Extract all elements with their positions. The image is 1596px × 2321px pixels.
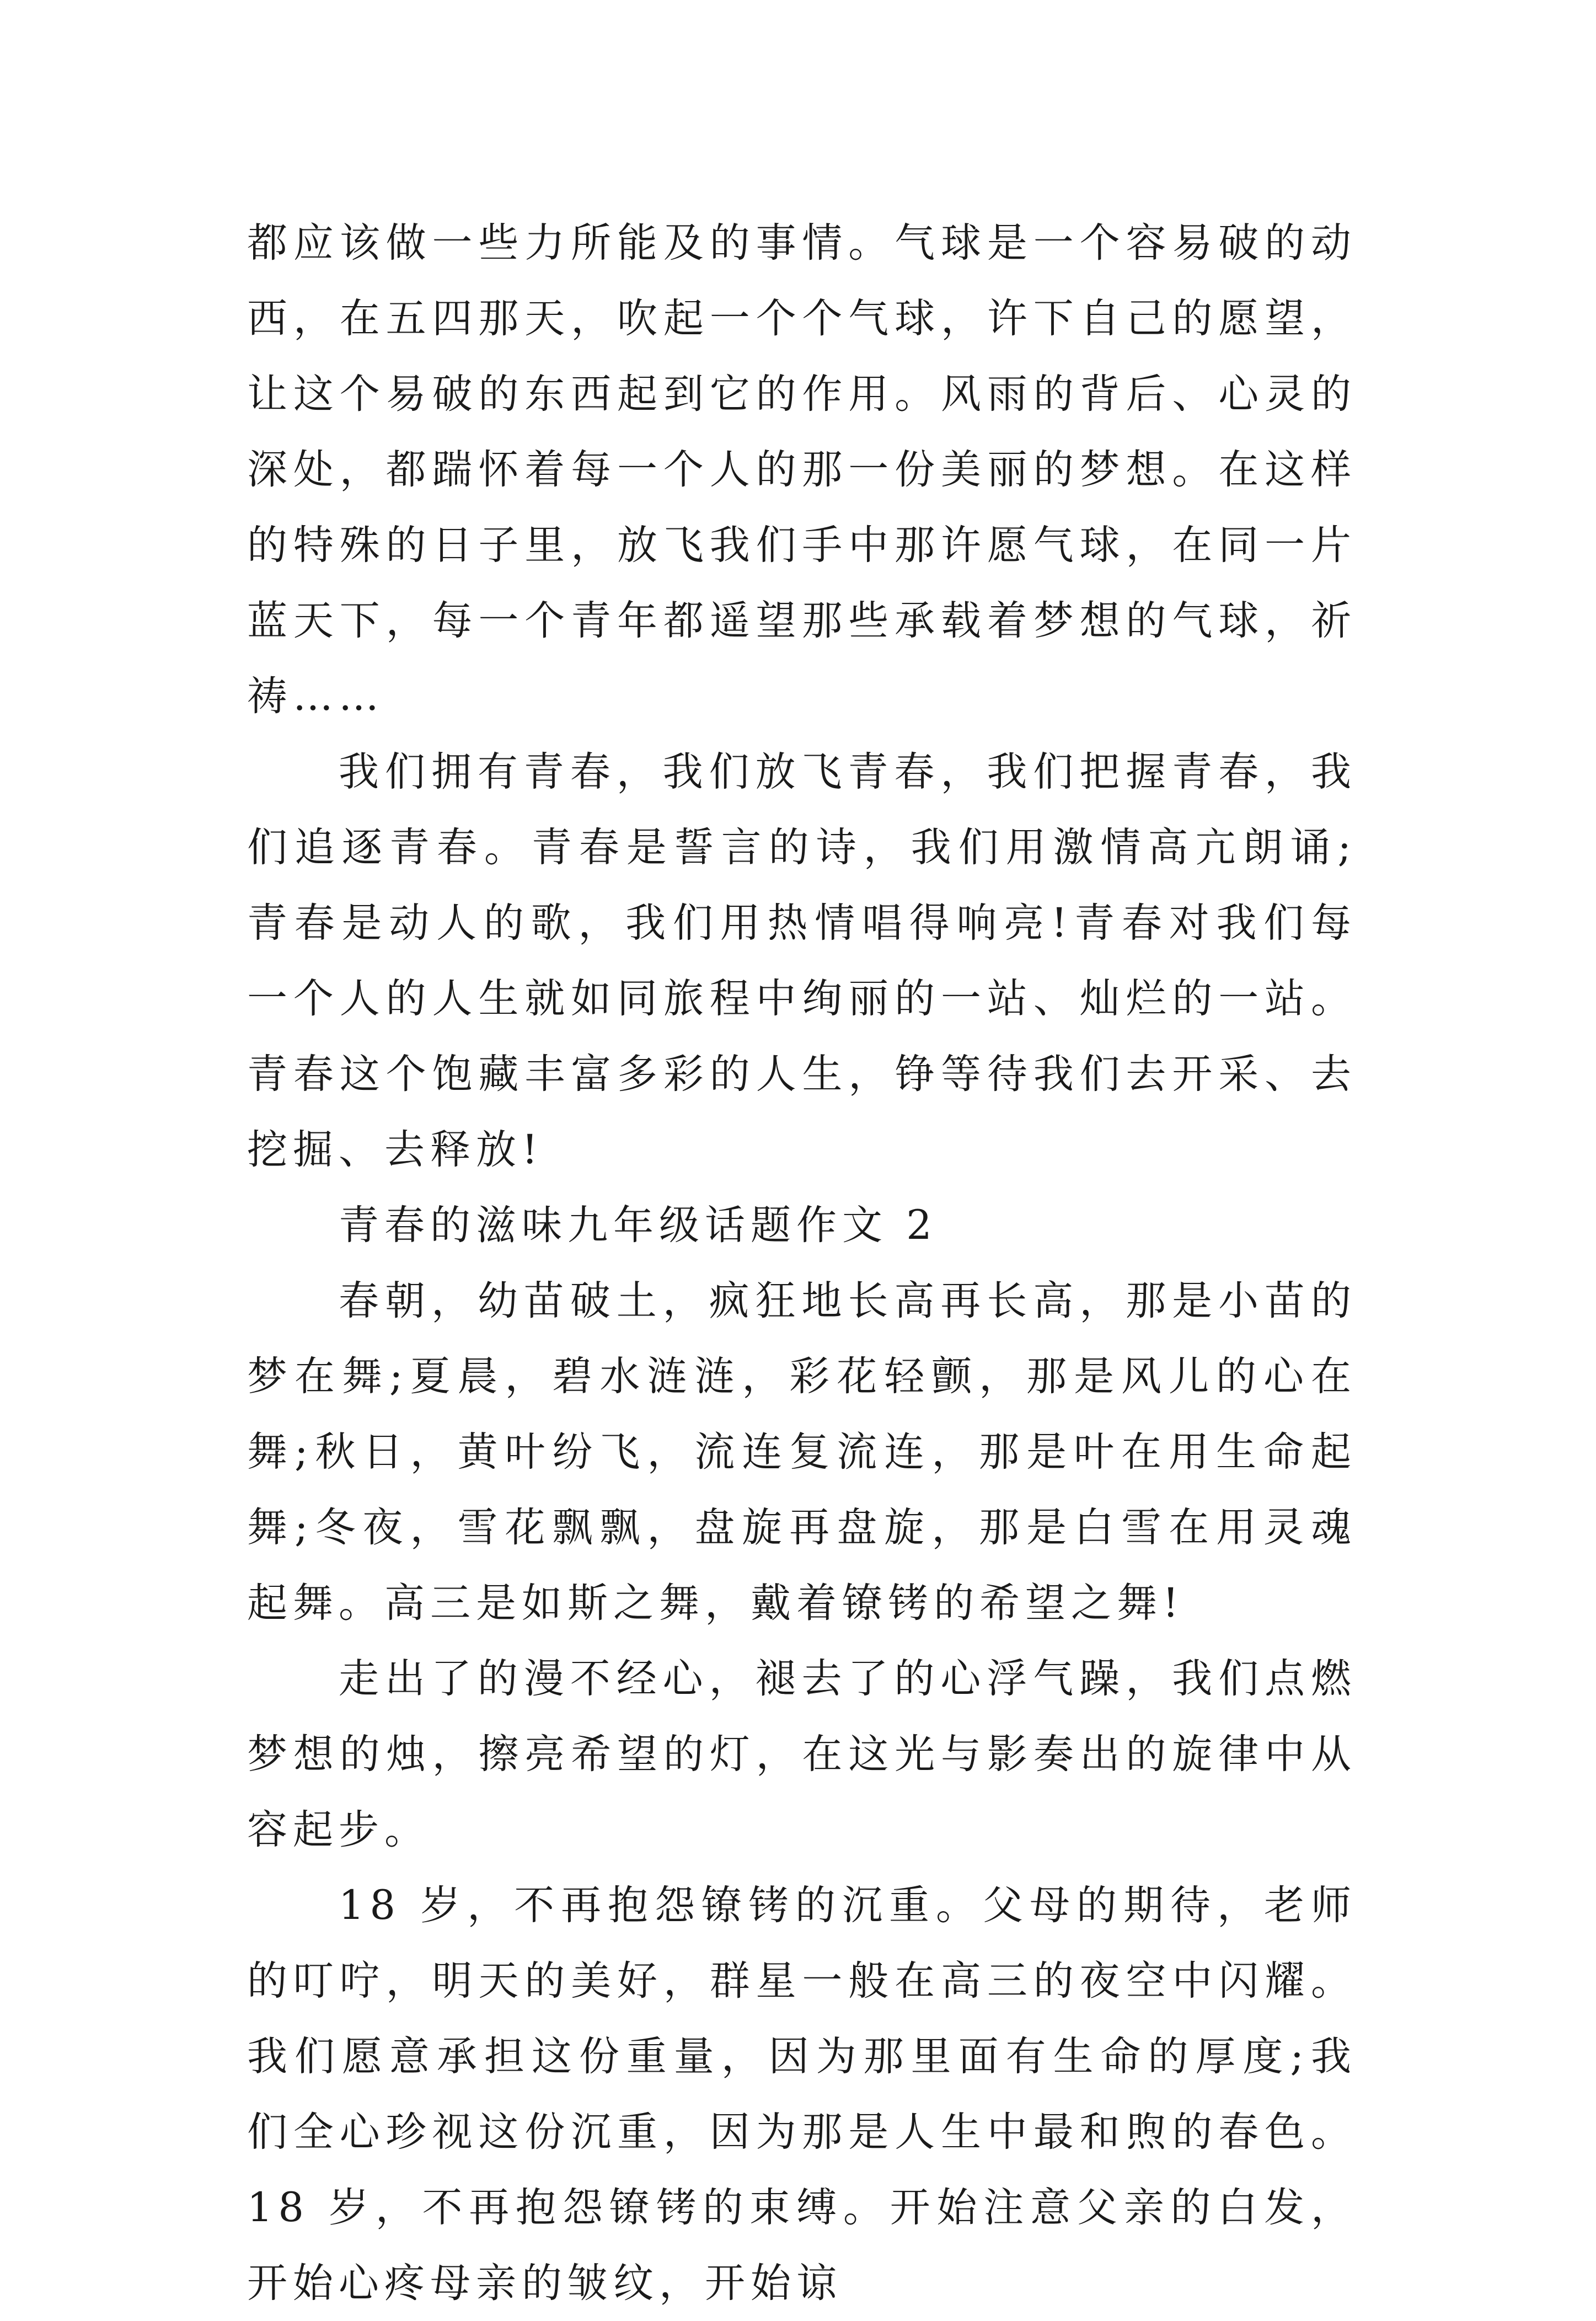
paragraph-3: 春朝，幼苗破土，疯狂地长高再长高，那是小苗的梦在舞;夏晨，碧水涟涟，彩花轻颤，那是风儿的心在舞;秋日，黄叶纷飞，流连复流连，那是叶在用生命起舞;冬夜，雪花飘飘，盘旋再盘旋，那是白雪在用灵魂起舞。高三是如斯之舞，戴着镣铐的希望之舞! xyxy=(247,1277,1357,1627)
paragraph-2: 我们拥有青春，我们放飞青春，我们把握青春，我们追逐青春。青春是誓言的诗，我们用激情高亢朗诵;青春是动人的歌，我们用热情唱得响亮!青春对我们每一个人的人生就如同旅程中绚丽的一站、灿烂的一站。青春这个饱藏丰富多彩的人生，铮等待我们去开采、去挖掘、去释放! xyxy=(247,748,1357,1173)
paragraph-4: 走出了的漫不经心，褪去了的心浮气躁，我们点燃梦想的烛，擦亮希望的灯，在这光与影奏出的旋律中从容起步。 xyxy=(247,1655,1357,1853)
paragraph-1: 都应该做一些力所能及的事情。气球是一个容易破的动西，在五四那天，吹起一个个气球，许下自己的愿望，让这个易破的东西起到它的作用。风雨的背后、心灵的深处，都踹怀着每一个人的那一份美丽的梦想。在这样的特殊的日子里，放飞我们手中那许愿气球，在同一片蓝天下，每一个青年都遥望那些承载着梦想的气球，祈祷…… xyxy=(247,220,1357,720)
document-body xyxy=(247,205,1357,2321)
essay-heading: 青春的滋味九年级话题作文 2 xyxy=(339,1202,938,1249)
paragraph-5: 18 岁，不再抱怨镣铐的沉重。父母的期待，老师的叮咛，明天的美好，群星一般在高三的夜空中闪耀。我们愿意承担这份重量，因为那里面有生命的厚度;我们全心珍视这份沉重，因为那是人生中最和煦的春色。18 岁，不再抱怨镣铐的束缚。开始注意父亲的白发，开始心疼母亲的皱纹，开始谅 xyxy=(247,1882,1357,2307)
